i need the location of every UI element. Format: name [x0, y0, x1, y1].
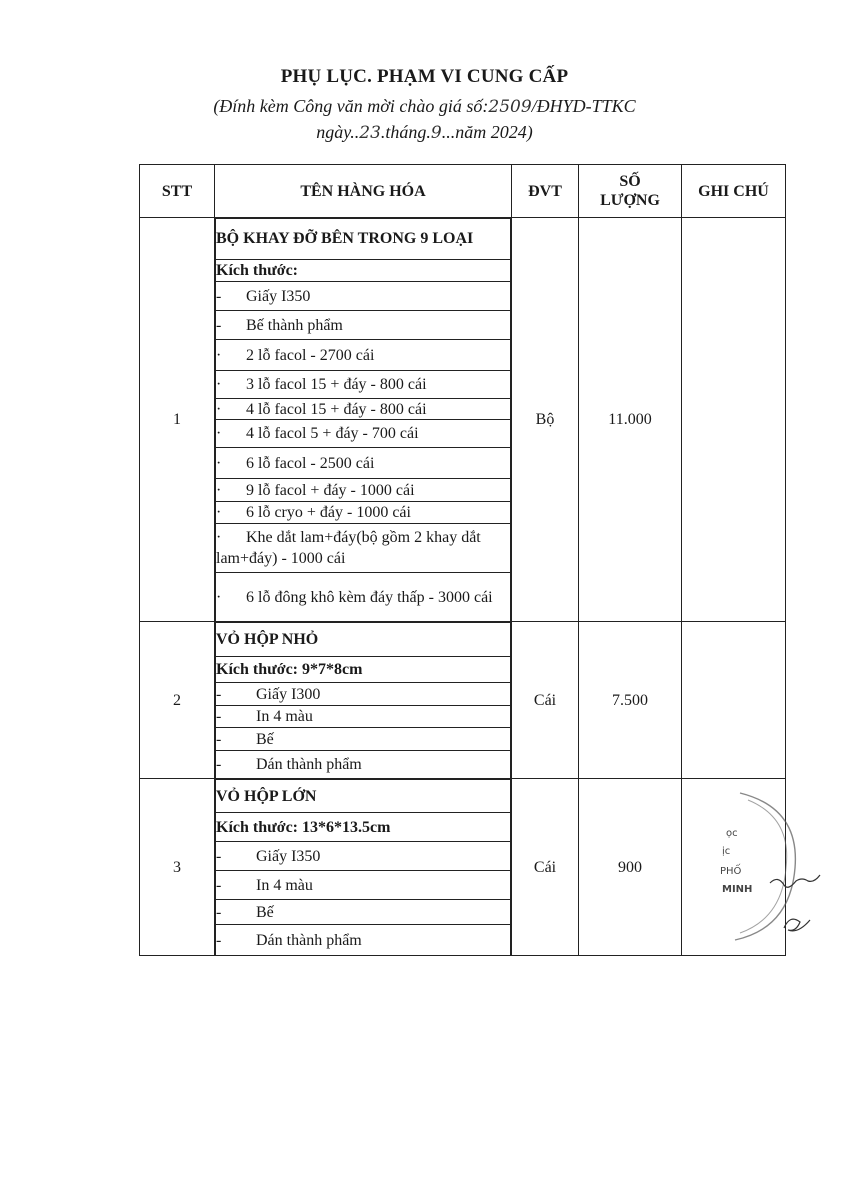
item-size: Kích thước: 9*7*8cm: [216, 657, 511, 683]
header-stt: STT: [140, 165, 215, 218]
item-line: - Bế thành phẩm: [216, 311, 511, 340]
signature-mark-2: [784, 919, 810, 931]
header-unit: ĐVT: [512, 165, 579, 218]
stamp-text-1: ọc: [726, 828, 738, 839]
item-line: - Bế: [216, 900, 511, 925]
stt-cell: 1: [140, 218, 215, 622]
table-row: [140, 779, 786, 956]
item-line: - In 4 màu: [216, 706, 511, 728]
reference-line: [0, 96, 849, 117]
note-cell: [682, 218, 786, 622]
item-line: - Bế: [216, 728, 511, 751]
unit-cell: Cái: [512, 779, 579, 956]
unit-cell: Cái: [512, 622, 579, 779]
table-header-row: [140, 165, 786, 218]
item-line: - Giấy I300: [216, 683, 511, 706]
signature-mark-1: [770, 875, 820, 887]
day-value: 23: [359, 123, 381, 143]
item-line: - Giấy I350: [216, 282, 511, 311]
item-line: · 6 lỗ cryo + đáy - 1000 cái: [216, 502, 511, 524]
ref-number: 2509: [488, 97, 532, 117]
unit-cell: Bộ: [512, 218, 579, 622]
item-name-cell: [215, 622, 512, 779]
header-qty: SỐ LƯỢNG: [579, 165, 682, 218]
day-prefix: ngày..: [316, 122, 360, 142]
page-title: PHỤ LỤC. PHẠM VI CUNG CẤP: [280, 66, 569, 87]
item-line: · 4 lỗ facol 15 + đáy - 800 cái: [216, 399, 511, 420]
item-name-cell: [215, 779, 512, 956]
table-row: [140, 218, 786, 622]
table-row: [140, 622, 786, 779]
month-prefix: .tháng.: [380, 122, 431, 142]
official-stamp: [700, 788, 830, 948]
item-line: · 4 lỗ facol 5 + đáy - 700 cái: [216, 420, 511, 448]
item-size: Kích thước:: [216, 260, 511, 282]
header-note: GHI CHÚ: [682, 165, 786, 218]
qty-cell: 7.500: [579, 622, 682, 779]
item-line: · 3 lỗ facol 15 + đáy - 800 cái: [216, 371, 511, 399]
item-line: - In 4 màu: [216, 871, 511, 900]
stamp-text-4: MINH: [722, 884, 753, 895]
ref-prefix: (Đính kèm Công văn mời chào giá số:: [213, 96, 489, 116]
item-line: - Dán thành phẩm: [216, 925, 511, 956]
item-line: · 6 lỗ facol - 2500 cái: [216, 448, 511, 479]
item-line: · 9 lỗ facol + đáy - 1000 cái: [216, 479, 511, 502]
item-line: · Khe dắt lam+đáy(bộ gồm 2 khay dắt lam+đáy) - 1000 cái: [216, 524, 511, 573]
month-value: 9: [430, 123, 442, 143]
item-line: - Giấy I350: [216, 842, 511, 871]
qty-cell: 900: [579, 779, 682, 956]
header-name: TÊN HÀNG HÓA: [215, 165, 512, 218]
stamp-text-3: PHỐ: [720, 866, 742, 877]
item-title: VỎ HỘP NHỎ: [216, 623, 511, 657]
stamp-text-2: ịc: [722, 846, 731, 857]
item-title: VỎ HỘP LỚN: [216, 780, 511, 813]
item-name-cell: [215, 218, 512, 622]
note-cell: [682, 622, 786, 779]
item-line: - Dán thành phẩm: [216, 751, 511, 779]
qty-cell: 11.000: [579, 218, 682, 622]
item-line: · 2 lỗ facol - 2700 cái: [216, 340, 511, 371]
scope-table: [139, 164, 786, 956]
ref-suffix: /ĐHYD-TTKC: [531, 96, 636, 116]
item-line: · 6 lỗ đông khô kèm đáy thấp - 3000 cái: [216, 573, 511, 622]
stt-cell: 2: [140, 622, 215, 779]
date-line: [0, 122, 849, 143]
stt-cell: 3: [140, 779, 215, 956]
item-title: BỘ KHAY ĐỠ BÊN TRONG 9 LOẠI: [216, 219, 511, 260]
year-suffix: ...năm 2024): [441, 122, 533, 142]
item-size: Kích thước: 13*6*13.5cm: [216, 813, 511, 842]
